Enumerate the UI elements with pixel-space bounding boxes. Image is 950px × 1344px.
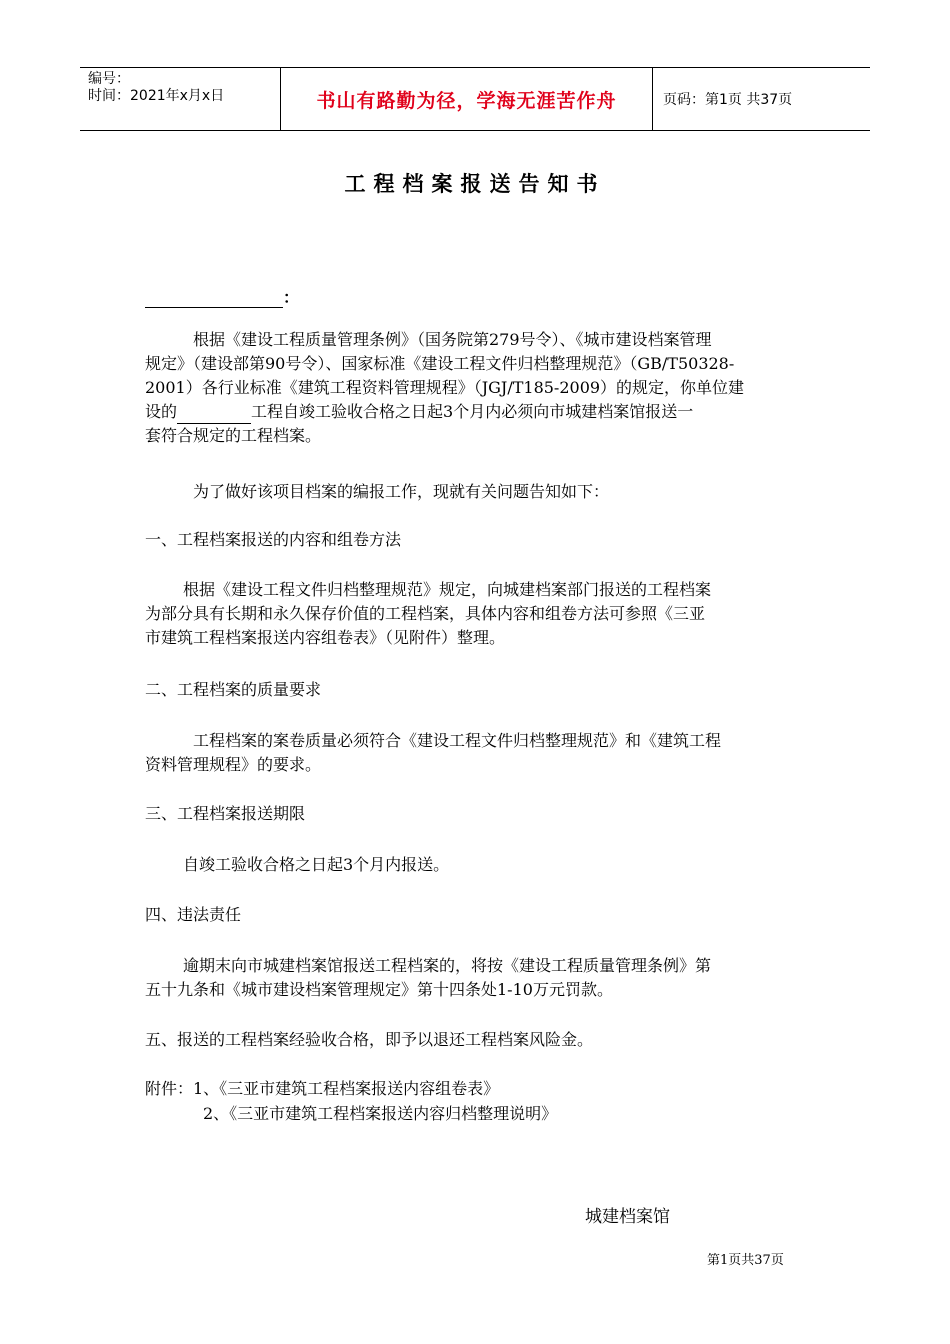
section-4-heading: 四、违法责任 <box>145 905 242 924</box>
section-2-heading: 二、工程档案的质量要求 <box>145 680 322 699</box>
notice-intro: 为了做好该项目档案的编报工作，现就有关问题告知如下： <box>193 482 610 501</box>
addressee-blank <box>145 293 283 308</box>
page-footer: 第1页共37页 <box>707 1253 784 1268</box>
section-2-line-1: 工程档案的案卷质量必须符合《建设工程文件归档整理规范》和《建筑工程 <box>193 731 722 750</box>
addressee-colon: ： <box>283 288 300 307</box>
intro-line-4a: 设的 <box>145 402 178 421</box>
attachment-1: 附件：1、《三亚市建筑工程档案报送内容组卷表》 <box>145 1079 500 1098</box>
header-page-info: 页码：第1页 共37页 <box>663 92 793 108</box>
section-4-line-1: 逾期末向市城建档案馆报送工程档案的，将按《建设工程质量管理条例》第 <box>183 956 712 975</box>
intro-line-4 <box>145 400 693 424</box>
number-label: 编号： <box>88 71 130 87</box>
header-meta <box>80 68 281 130</box>
section-1-line-1: 根据《建设工程文件归档整理规范》规定，向城建档案部门报送的工程档案 <box>183 580 712 599</box>
section-2-line-2: 资料管理规程》的要求。 <box>145 755 322 774</box>
document-title: 工程档案报送告知书 <box>344 172 606 196</box>
intro-line-3: 2001）各行业标准《建筑工程资料管理规程》（JGJ/T185-2009）的规定，你单位建 <box>145 378 745 397</box>
intro-line-2: 规定》（建设部第90号令）、国家标准《建设工程文件归档整理规范》（GB/T50328- <box>145 354 735 373</box>
signer: 城建档案馆 <box>585 1207 670 1227</box>
time-label: 时间：2021年x月x日 <box>88 88 225 104</box>
intro-line-4b: 工程自竣工验收合格之日起3个月内必须向市城建档案馆报送一 <box>251 402 694 421</box>
section-5-heading: 五、报送的工程档案经验收合格，即予以退还工程档案风险金。 <box>145 1030 594 1049</box>
attachment-2: 2、《三亚市建筑工程档案报送内容归档整理说明》 <box>203 1104 558 1123</box>
document-header <box>80 67 870 131</box>
section-3-line-1: 自竣工验收合格之日起3个月内报送。 <box>183 855 450 874</box>
addressee-line <box>145 285 299 308</box>
section-1-line-3: 市建筑工程档案报送内容组卷表》（见附件）整理。 <box>145 628 506 647</box>
section-1-heading: 一、工程档案报送的内容和组卷方法 <box>145 530 402 549</box>
header-motto: 书山有路勤为径，学海无涯苦作舟 <box>281 68 653 130</box>
section-4-line-2: 五十九条和《城市建设档案管理规定》第十四条处1-10万元罚款。 <box>145 980 613 999</box>
intro-line-5: 套符合规定的工程档案。 <box>145 426 322 445</box>
section-1-line-2: 为部分具有长期和永久保存价值的工程档案，具体内容和组卷方法可参照《三亚 <box>145 604 706 623</box>
project-name-blank <box>177 407 251 424</box>
intro-line-1: 根据《建设工程质量管理条例》（国务院第279号令）、《城市建设档案管理 <box>193 330 712 349</box>
section-3-heading: 三、工程档案报送期限 <box>145 804 306 823</box>
